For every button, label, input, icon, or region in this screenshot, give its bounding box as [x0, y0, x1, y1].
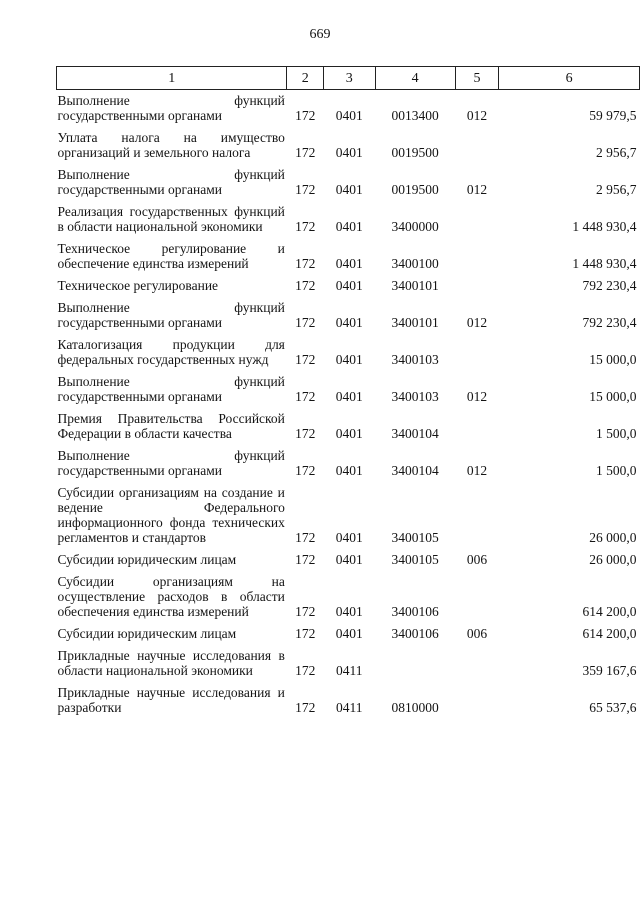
row-ministry-code-cell: 172: [295, 530, 316, 545]
row-ministry-code-cell: 172: [295, 219, 316, 234]
row-target-code-cell: 0019500: [391, 182, 439, 197]
row-amount-cell: 2 956,7: [596, 145, 637, 160]
row-section-code-cell: 0411: [336, 663, 363, 678]
row-section-code-cell: 0401: [335, 315, 363, 330]
row-expense-code-cell: [455, 408, 498, 445]
table-row: [57, 571, 640, 623]
row-ministry-code-cell: 172: [295, 389, 316, 404]
column-header: 1: [57, 67, 287, 90]
row-name-cell: Прикладные научные исследования в области национальной экономики: [57, 648, 285, 678]
row-amount-cell: 59 979,5: [589, 108, 637, 123]
column-header: 4: [375, 67, 455, 90]
row-target-code-cell: [375, 645, 455, 682]
row-section-code-cell: 0401: [335, 256, 363, 271]
row-target-code-cell: 3400104: [391, 426, 439, 441]
row-ministry-code-cell: 172: [295, 315, 316, 330]
row-name-cell: Субсидии организациям на осуществление расходов в области обеспечения единства измерений: [57, 574, 285, 619]
row-amount-cell: 792 230,4: [582, 315, 637, 330]
row-ministry-code-cell: 172: [295, 256, 316, 271]
row-name-cell: Выполнение функций государственными органами: [57, 374, 285, 404]
row-section-code-cell: 0401: [335, 352, 363, 367]
row-target-code-cell: 3400103: [391, 389, 439, 404]
row-expense-code-cell: 012: [466, 463, 488, 478]
row-amount-cell: 614 200,0: [582, 626, 637, 641]
row-section-code-cell: 0401: [335, 426, 363, 441]
row-amount-cell: 614 200,0: [582, 604, 637, 619]
row-name-cell: Субсидии юридическим лицам: [57, 626, 237, 641]
row-expense-code-cell: 012: [466, 389, 488, 404]
column-header: 5: [455, 67, 498, 90]
table-row: [57, 371, 640, 408]
column-header: 6: [499, 67, 640, 90]
row-amount-cell: 792 230,4: [582, 278, 637, 293]
row-expense-code-cell: 012: [466, 108, 488, 123]
column-header: 2: [287, 67, 324, 90]
row-ministry-code-cell: 172: [295, 352, 316, 367]
table-row: [57, 164, 640, 201]
row-name-cell: Каталогизация продукции для федеральных государственных нужд: [57, 337, 285, 367]
budget-table: [56, 66, 640, 719]
row-ministry-code-cell: 172: [295, 663, 316, 678]
table-row: [57, 238, 640, 275]
table-row: [57, 127, 640, 164]
row-amount-cell: 15 000,0: [589, 389, 637, 404]
row-ministry-code-cell: 172: [295, 278, 316, 293]
table-row: [57, 445, 640, 482]
row-target-code-cell: 0019500: [391, 145, 439, 160]
table-header-row: [57, 67, 640, 90]
row-name-cell: Выполнение функций государственными органами: [57, 167, 285, 197]
row-expense-code-cell: 012: [466, 315, 488, 330]
table-body: [57, 90, 640, 720]
table-row: [57, 623, 640, 645]
row-ministry-code-cell: 172: [295, 604, 316, 619]
table-row: [57, 482, 640, 549]
row-target-code-cell: 0013400: [391, 108, 439, 123]
row-amount-cell: 26 000,0: [589, 552, 637, 567]
table-row: [57, 408, 640, 445]
row-target-code-cell: 3400105: [391, 530, 439, 545]
row-name-cell: Субсидии юридическим лицам: [57, 552, 237, 567]
row-amount-cell: 1 500,0: [596, 426, 637, 441]
row-section-code-cell: 0401: [335, 389, 363, 404]
row-target-code-cell: 3400000: [391, 219, 439, 234]
row-expense-code-cell: 006: [466, 626, 488, 641]
row-expense-code-cell: 012: [466, 182, 488, 197]
row-target-code-cell: 3400105: [391, 552, 439, 567]
row-expense-code-cell: [455, 571, 498, 623]
row-section-code-cell: 0401: [335, 626, 363, 641]
table-row: [57, 297, 640, 334]
row-name-cell: Уплата налога на имущество организаций и земельного налога: [57, 130, 285, 160]
row-section-code-cell: 0401: [335, 278, 363, 293]
row-ministry-code-cell: 172: [295, 463, 316, 478]
column-header: 3: [324, 67, 375, 90]
table-row: [57, 682, 640, 719]
row-target-code-cell: 3400100: [391, 256, 439, 271]
row-ministry-code-cell: 172: [295, 700, 316, 715]
row-target-code-cell: 3400106: [391, 626, 439, 641]
row-expense-code-cell: [455, 334, 498, 371]
row-amount-cell: 1 448 930,4: [572, 219, 637, 234]
row-expense-code-cell: 006: [466, 552, 488, 567]
row-expense-code-cell: [455, 127, 498, 164]
row-section-code-cell: 0401: [335, 552, 363, 567]
table-row: [57, 334, 640, 371]
row-target-code-cell: 3400101: [391, 278, 439, 293]
row-section-code-cell: 0411: [336, 700, 363, 715]
row-ministry-code-cell: 172: [295, 552, 316, 567]
row-amount-cell: 65 537,6: [589, 700, 637, 715]
row-target-code-cell: 3400101: [391, 315, 439, 330]
row-section-code-cell: 0401: [335, 530, 363, 545]
row-section-code-cell: 0401: [335, 108, 363, 123]
row-name-cell: Выполнение функций государственными органами: [57, 448, 285, 478]
row-target-code-cell: 3400103: [391, 352, 439, 367]
row-section-code-cell: 0401: [335, 219, 363, 234]
row-target-code-cell: 0810000: [391, 700, 439, 715]
row-target-code-cell: 3400104: [391, 463, 439, 478]
table-row: [57, 90, 640, 128]
table-row: [57, 201, 640, 238]
row-expense-code-cell: [455, 201, 498, 238]
row-name-cell: Премия Правительства Российской Федерации в области качества: [57, 411, 285, 441]
row-amount-cell: 2 956,7: [596, 182, 637, 197]
table-row: [57, 549, 640, 571]
row-name-cell: Техническое регулирование и обеспечение единства измерений: [57, 241, 285, 271]
row-section-code-cell: 0401: [335, 145, 363, 160]
row-name-cell: Реализация государственных функций в области национальной экономики: [57, 204, 285, 234]
row-ministry-code-cell: 172: [295, 182, 316, 197]
row-name-cell: Субсидии организациям на создание и ведение Федерального информационного фонда технических регламентов и стандартов: [57, 485, 285, 545]
table-row: [57, 645, 640, 682]
row-ministry-code-cell: 172: [295, 626, 316, 641]
row-ministry-code-cell: 172: [295, 426, 316, 441]
row-expense-code-cell: [455, 482, 498, 549]
row-name-cell: Выполнение функций государственными органами: [57, 300, 285, 330]
row-name-cell: Выполнение функций государственными органами: [57, 93, 285, 123]
row-section-code-cell: 0401: [335, 182, 363, 197]
page-number: 669: [309, 27, 331, 42]
row-amount-cell: 15 000,0: [589, 352, 637, 367]
row-ministry-code-cell: 172: [295, 145, 316, 160]
row-name-cell: Прикладные научные исследования и разработки: [57, 685, 285, 715]
row-amount-cell: 1 448 930,4: [572, 256, 637, 271]
table-row: [57, 275, 640, 297]
row-expense-code-cell: [455, 275, 498, 297]
row-target-code-cell: 3400106: [391, 604, 439, 619]
row-ministry-code-cell: 172: [295, 108, 316, 123]
row-expense-code-cell: [455, 645, 498, 682]
row-amount-cell: 26 000,0: [589, 530, 637, 545]
row-section-code-cell: 0401: [335, 604, 363, 619]
row-section-code-cell: 0401: [335, 463, 363, 478]
row-name-cell: Техническое регулирование: [57, 278, 219, 293]
row-amount-cell: 359 167,6: [582, 663, 637, 678]
row-expense-code-cell: [455, 682, 498, 719]
row-amount-cell: 1 500,0: [596, 463, 637, 478]
row-expense-code-cell: [455, 238, 498, 275]
